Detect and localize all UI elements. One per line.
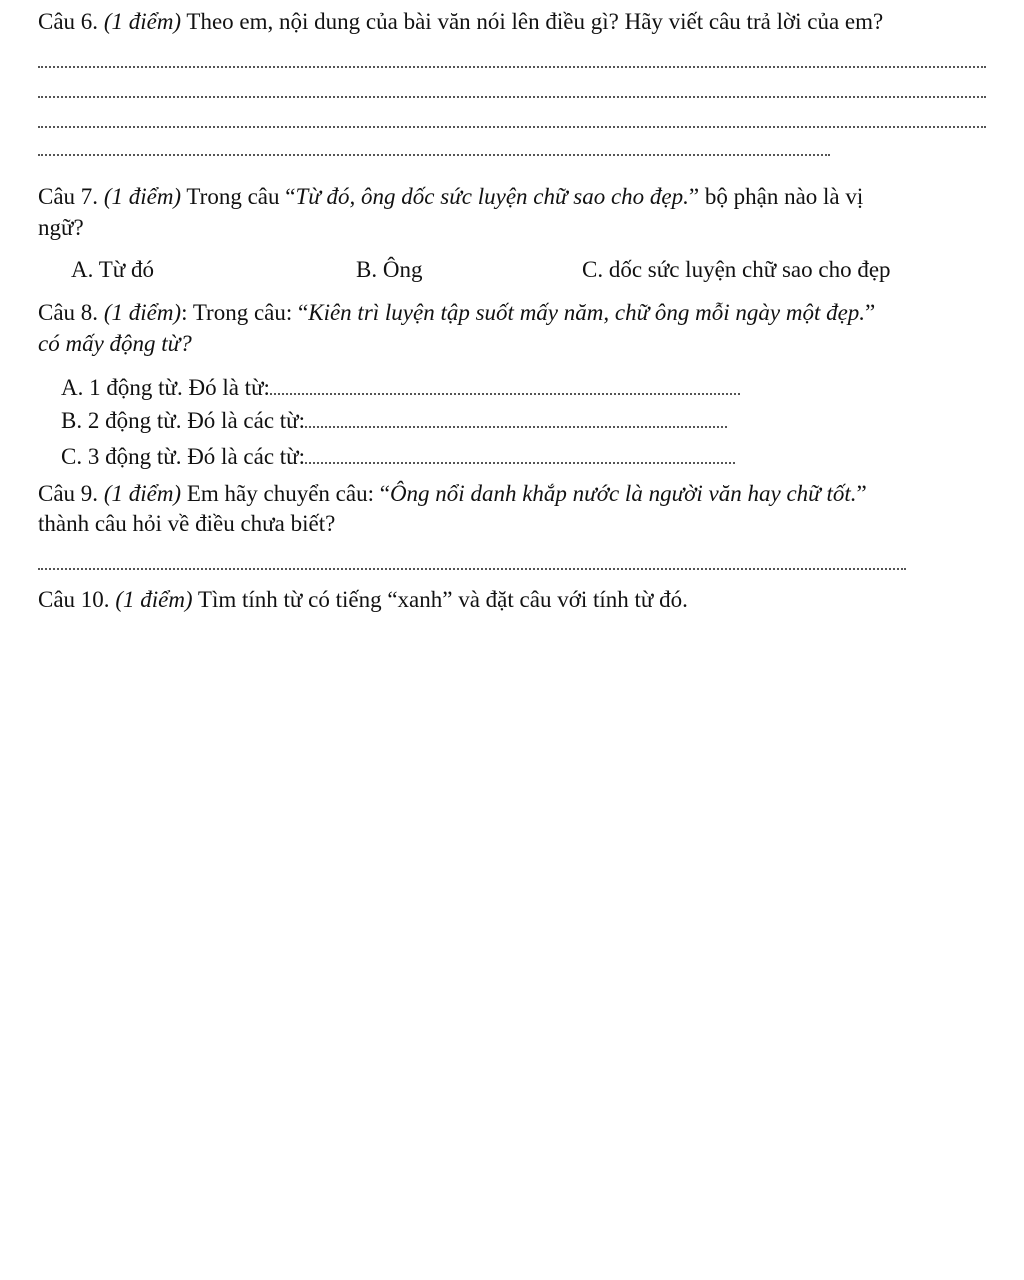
question-7-quote: Từ đó, ông dốc sức luyện chữ sao cho đẹp.	[295, 184, 689, 209]
answer-line-6-2[interactable]	[38, 96, 986, 98]
question-6-number: Câu 6.	[38, 9, 99, 34]
question-7-post: ” bộ phận nào là vị	[688, 184, 864, 209]
question-9-points: (1 điểm)	[103, 481, 182, 506]
question-8-option-c[interactable]	[61, 442, 735, 471]
question-6-text: Theo em, nội dung của bài văn nói lên điều gì? Hãy viết câu trả lời của em?	[181, 9, 884, 34]
question-8-points: (1 điểm)	[103, 300, 182, 325]
question-10-text: Tìm tính từ có tiếng “xanh” và đặt câu với tính từ đó.	[192, 587, 688, 612]
question-9	[38, 480, 867, 508]
question-10	[38, 586, 688, 614]
answer-line-6-3[interactable]	[38, 126, 986, 128]
question-8-option-b-answer[interactable]	[305, 406, 727, 428]
question-8-quote: Kiên trì luyện tập suốt mấy năm, chữ ông mỗi ngày một đẹp.	[308, 300, 866, 325]
question-8-option-c-label: C. 3 động từ. Đó là các từ:	[61, 444, 306, 469]
question-8-pre: : Trong câu: “	[181, 300, 309, 325]
question-7-points: (1 điểm)	[103, 184, 182, 209]
question-10-number: Câu 10.	[38, 587, 110, 612]
question-9-quote: Ông nổi danh khắp nước là người văn hay chữ tốt.	[389, 481, 857, 506]
question-9-line2: thành câu hỏi về điều chưa biết?	[38, 511, 336, 536]
question-8-option-a-answer[interactable]	[270, 373, 740, 395]
question-8-option-c-answer[interactable]	[305, 442, 735, 464]
question-6-points: (1 điểm)	[103, 9, 182, 34]
question-7-number: Câu 7.	[38, 184, 99, 209]
answer-line-6-4[interactable]	[38, 154, 830, 156]
answer-line-6-1[interactable]	[38, 66, 986, 68]
question-8-post: ”	[865, 300, 876, 325]
question-10-points: (1 điểm)	[115, 587, 193, 612]
question-9-pre: Em hãy chuyển câu: “	[181, 481, 390, 506]
question-6	[38, 8, 883, 36]
question-7-option-c[interactable]: C. dốc sức luyện chữ sao cho đẹp	[582, 257, 891, 282]
question-8-option-a[interactable]	[61, 373, 740, 402]
question-9-number: Câu 9.	[38, 481, 99, 506]
answer-line-9[interactable]	[38, 568, 906, 570]
question-7-option-b[interactable]: B. Ông	[356, 257, 423, 282]
question-9-post: ”	[856, 481, 867, 506]
question-8-option-b[interactable]	[61, 406, 727, 435]
question-7	[38, 183, 863, 211]
question-8	[38, 299, 875, 327]
question-8-number: Câu 8.	[38, 300, 99, 325]
question-7-option-a[interactable]: A. Từ đó	[71, 257, 154, 282]
question-8-line2: có mấy động từ?	[38, 331, 192, 356]
question-7-pre: Trong câu “	[181, 184, 296, 209]
question-7-line2: ngữ?	[38, 215, 84, 240]
question-8-option-b-label: B. 2 động từ. Đó là các từ:	[61, 408, 306, 433]
question-8-option-a-label: A. 1 động từ. Đó là từ:	[61, 375, 270, 400]
